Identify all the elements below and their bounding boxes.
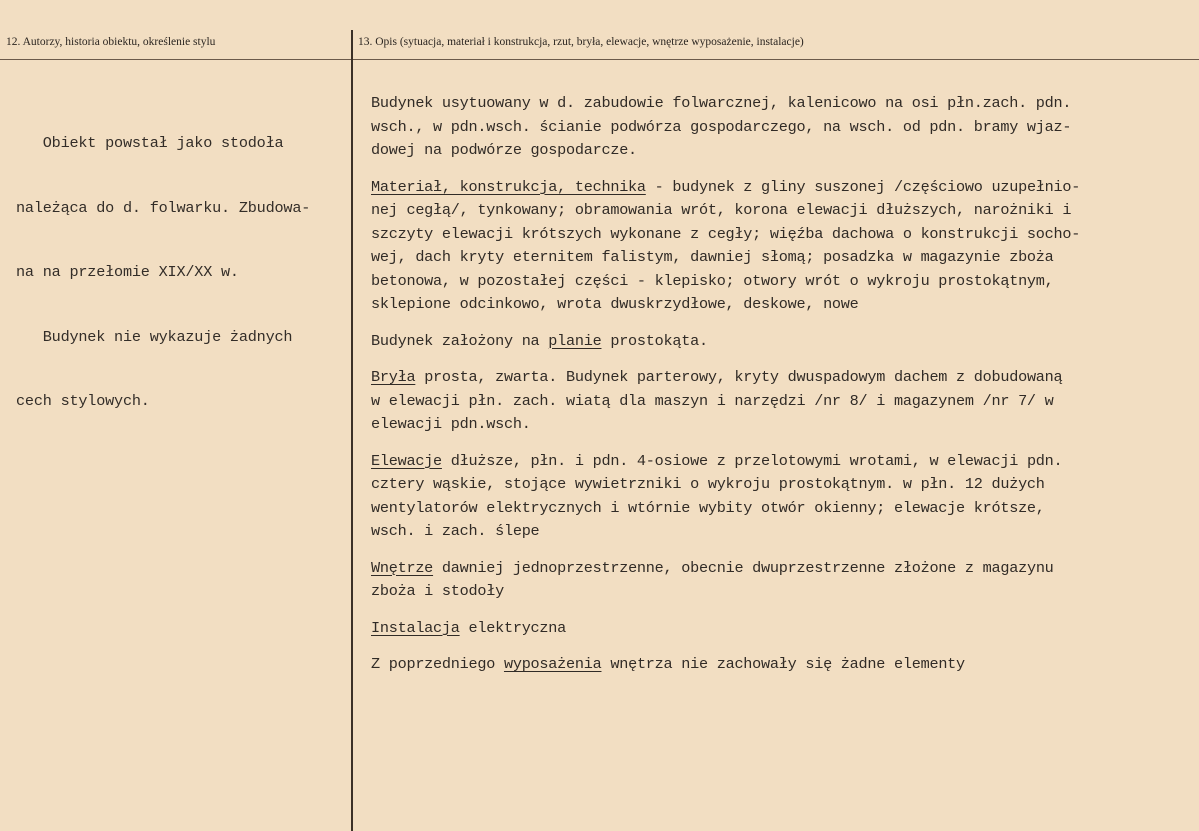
text-line	[371, 450, 1195, 474]
paragraph-furnishing	[371, 653, 1195, 677]
text-line: sklepione odcinkowo, wrota dwuskrzydłowe, deskowe, nowe	[371, 295, 859, 313]
text-line: zboża i stodoły	[371, 582, 504, 600]
paragraph-elevations	[371, 450, 1195, 544]
paragraph-form	[371, 366, 1195, 437]
text-fragment: dłuższe, płn. i pdn. 4-osiowe z przelotowymi wrotami, w elewacji pdn.	[441, 451, 1063, 470]
text-line	[371, 557, 1195, 581]
text-line: Budynek usytuowany w d. zabudowie folwarcznej, kalenicowo na osi płn.zach. pdn.	[371, 94, 1072, 112]
text-fragment: prostokąta.	[601, 331, 708, 350]
text-line: betonowa, w pozostałej części - klepisko; otwory wrót o wykroju prostokątnym,	[371, 271, 1054, 290]
paragraph-material	[371, 176, 1195, 317]
text-line	[371, 176, 1195, 200]
description-text	[371, 92, 1195, 690]
text-line	[371, 617, 1195, 641]
text-fragment: elektryczna	[459, 618, 567, 637]
history-line: na na przełomie XIX/XX w.	[16, 263, 239, 281]
history-text	[16, 90, 348, 456]
text-line: wentylatorów elektrycznych i wtórnie wybity otwór okienny; elewacje krótsze,	[371, 498, 1045, 517]
text-fragment: Budynek założony na	[371, 331, 549, 350]
text-line	[371, 653, 1195, 677]
text-fragment: - budynek z gliny suszonej /częściowo uzupełnio-	[645, 177, 1081, 196]
text-fragment: Z poprzedniego	[371, 655, 504, 673]
heading-interior: Wnętrze	[371, 558, 434, 577]
history-line: Budynek nie wykazuje żadnych	[16, 327, 293, 346]
heading-furnishing: wyposażenia	[503, 655, 602, 673]
text-line	[371, 366, 1195, 390]
heading-form: Bryła	[371, 368, 416, 386]
text-line: w elewacji płn. zach. wiatą dla maszyn i narzędzi /nr 8/ i magazynem /nr 7/ w	[371, 391, 1054, 410]
paragraph-plan	[371, 330, 1195, 354]
text-fragment: dawniej jednoprzestrzenne, obecnie dwuprzestrzenne złożone z magazynu	[433, 558, 1054, 577]
section-13-header: 13. Opis (sytuacja, materiał i konstrukcja, rzut, bryła, elewacje, wnętrze wyposażenie, instalacje)	[358, 36, 804, 48]
text-fragment: wnętrza nie zachowały się żadne elementy	[601, 655, 965, 673]
heading-elevations: Elewacje	[371, 451, 442, 470]
text-line: dowej na podwórze gospodarcze.	[371, 141, 637, 159]
text-line: wsch. i zach. ślepe	[371, 522, 540, 540]
paragraph-location	[371, 92, 1195, 163]
text-line: wej, dach kryty eternitem falistym, dawniej słomą; posadzka w magazynie zboża	[371, 248, 1054, 266]
history-line: należąca do d. folwarku. Zbudowa-	[16, 198, 311, 217]
text-line	[371, 330, 1195, 354]
text-fragment: prosta, zwarta. Budynek parterowy, kryty dwuspadowym dachem z dobudowaną	[415, 368, 1063, 386]
column-divider	[351, 30, 353, 831]
history-line: cech stylowych.	[16, 392, 150, 410]
paragraph-installation	[371, 617, 1195, 641]
paragraph-interior	[371, 557, 1195, 604]
text-line: nej cegłą/, tynkowany; obramowania wrót, korona elewacji dłuższych, narożniki i	[371, 201, 1072, 219]
heading-material: Materiał, konstrukcja, technika	[371, 177, 646, 196]
history-line: Obiekt powstał jako stodoła	[16, 134, 284, 152]
header-divider	[0, 59, 1199, 60]
text-line: elewacji pdn.wsch.	[371, 415, 531, 433]
text-line: cztery wąskie, stojące wywietrzniki o wykroju prostokątnym. w płn. 12 dużych	[371, 475, 1045, 493]
heading-plan: planie	[548, 331, 602, 350]
section-12-header: 12. Autorzy, historia obiektu, określenie stylu	[6, 36, 216, 48]
text-line: wsch., w pdn.wsch. ścianie podwórza gospodarczego, na wsch. od pdn. bramy wjaz-	[371, 117, 1072, 136]
heading-installation: Instalacja	[371, 618, 460, 637]
text-line: szczyty elewacji krótszych wykonane z cegły; więźba dachowa o konstrukcji socho-	[371, 224, 1081, 243]
